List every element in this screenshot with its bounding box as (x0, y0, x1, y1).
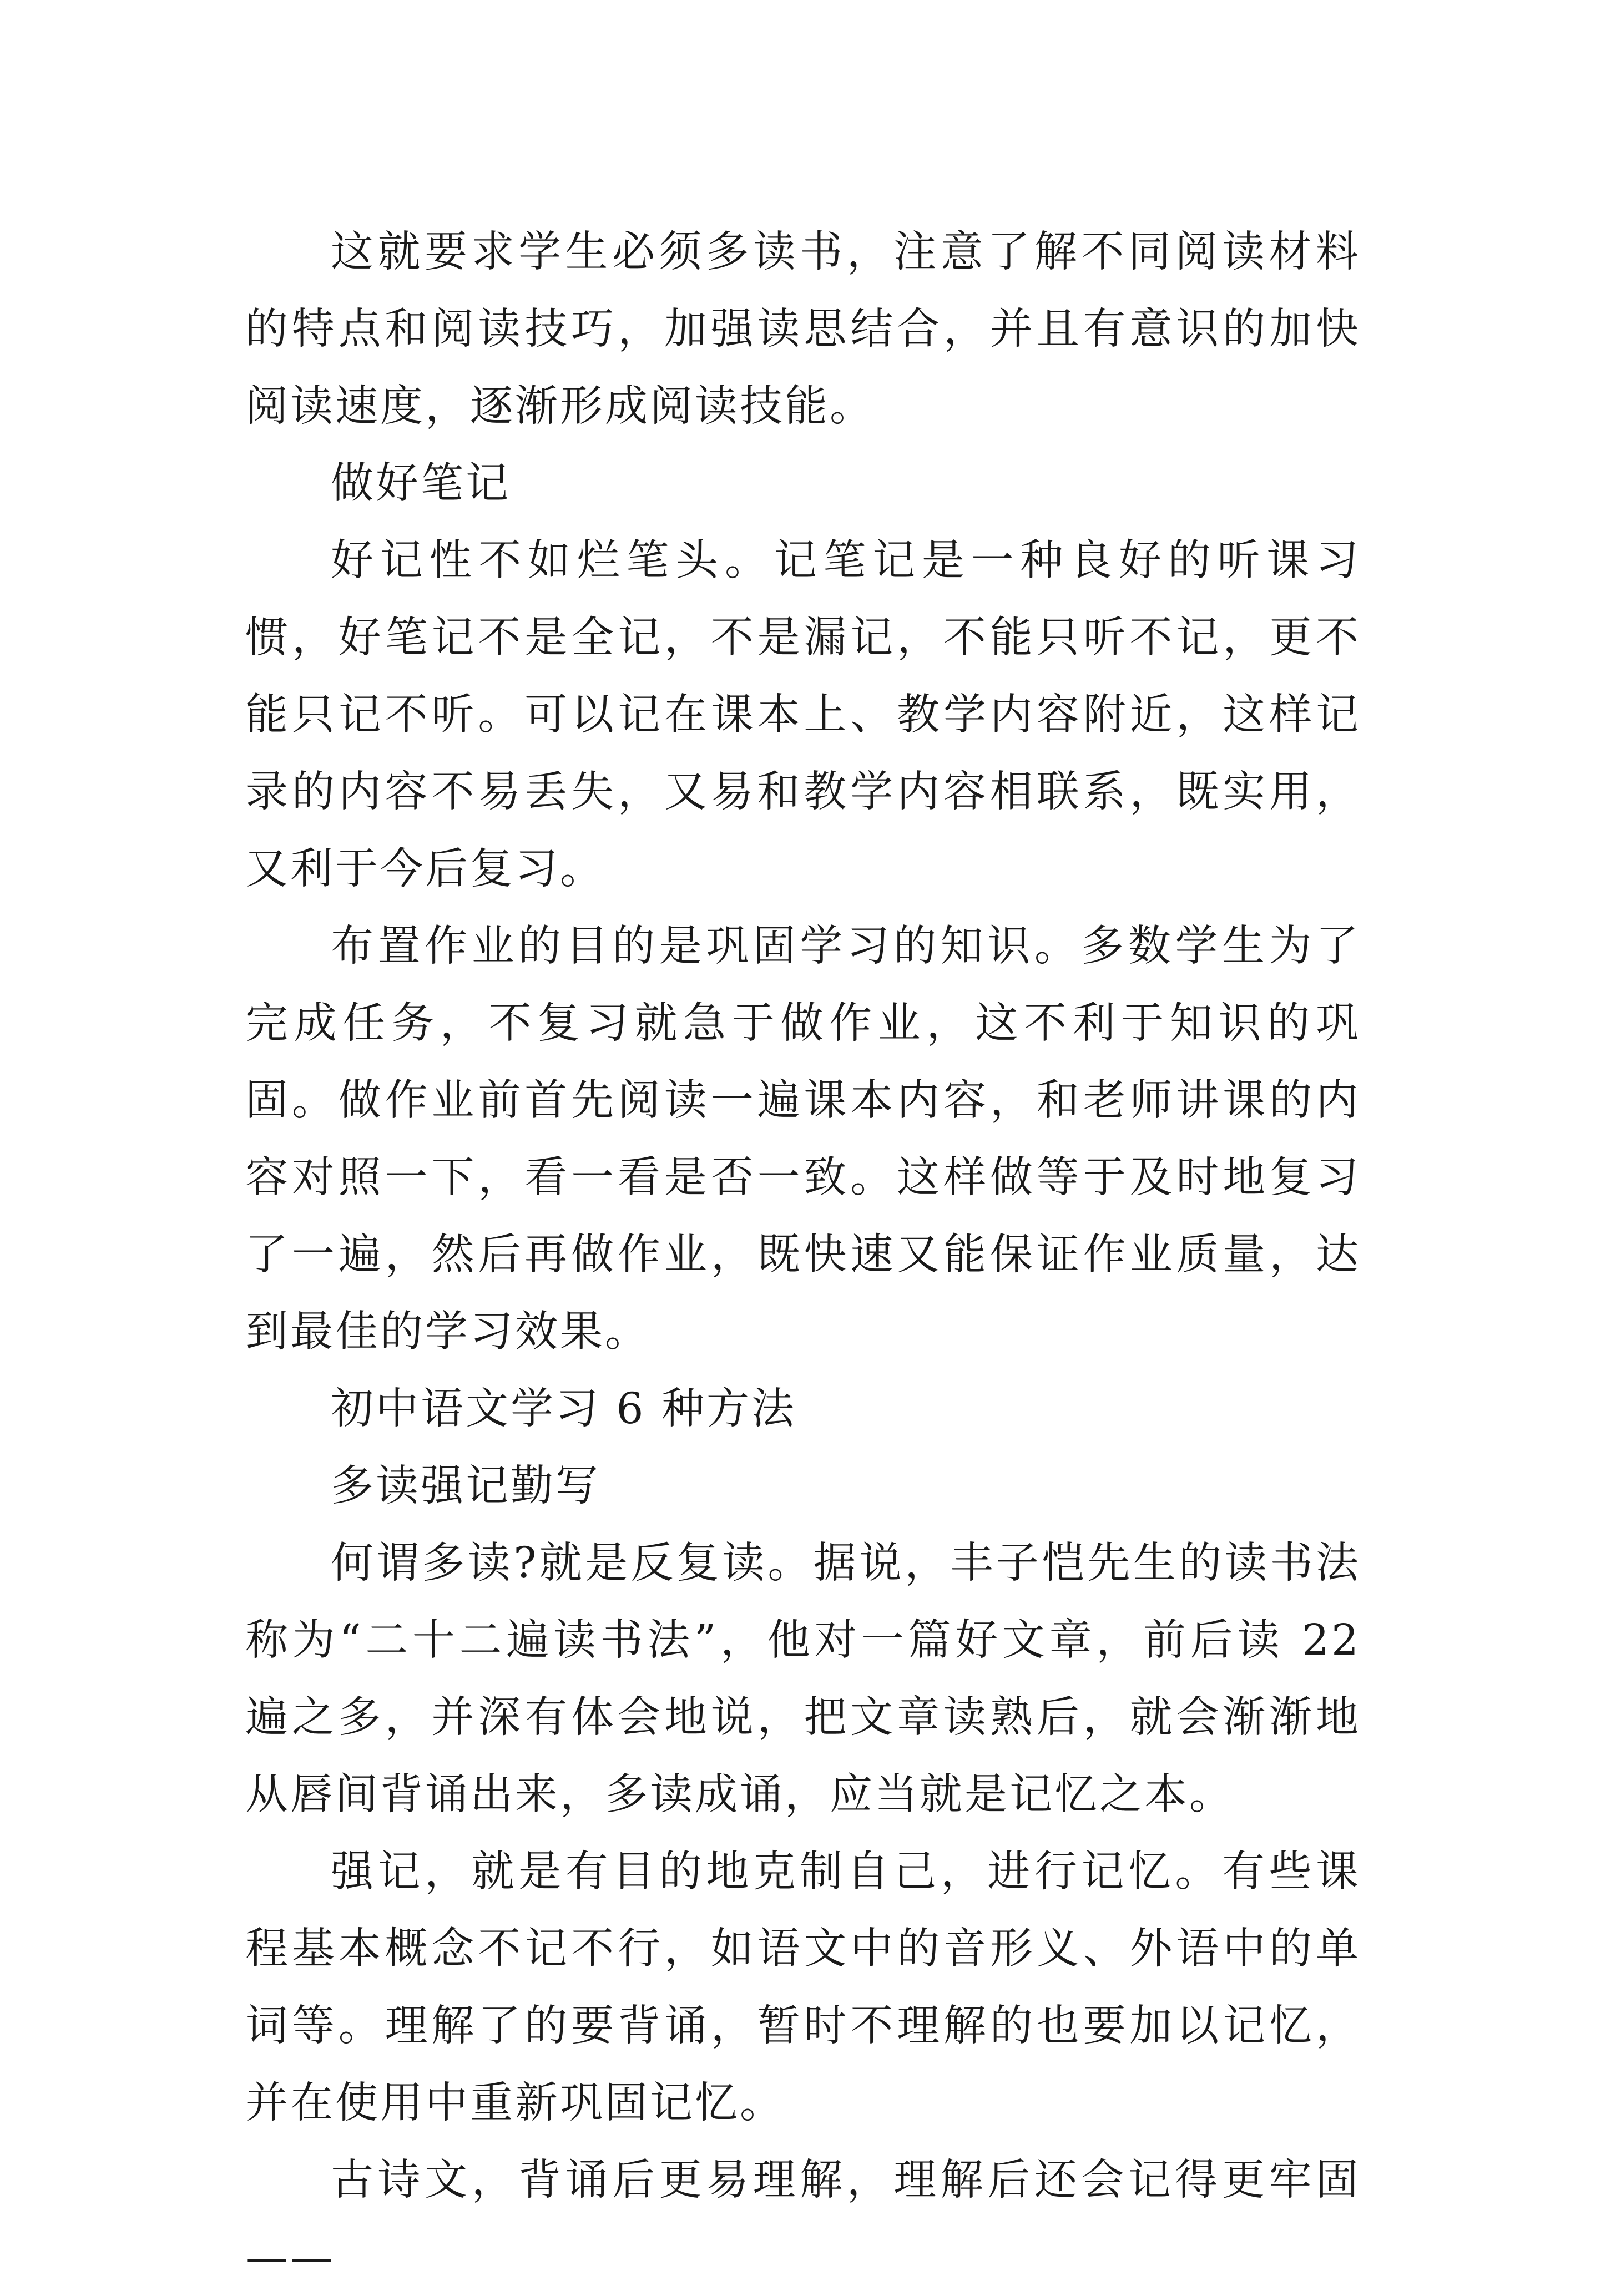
paragraph-ancient-poetry: 古诗文，背诵后更易理解，理解后还会记得更牢固—— (245, 2156, 1361, 2282)
paragraph-memorize: 强记，就是有目的地克制自己，进行记忆。有些课程基本概念不记不行，如语文中的音形义、外语中的单词等。理解了的要背诵，暂时不理解的也要加以记忆，并在使用中重新巩固记忆。 (245, 1847, 1361, 2128)
paragraph-read-more: 何谓多读?就是反复读。据说，丰子恺先生的读书法称为“二十二遍读书法”，他对一篇好文章，前后读 22 遍之多，并深有体会地说，把文章读熟后，就会渐渐地从唇间背诵出来，多读成诵，应当就是记忆之本。 (245, 1539, 1361, 1819)
heading-take-notes: 做好笔记 (331, 459, 511, 508)
document-body (245, 214, 1361, 2296)
heading-six-methods: 初中语文学习 6 种方法 (331, 1384, 796, 1434)
paragraph-reading-skills: 这就要求学生必须多读书，注意了解不同阅读材料的特点和阅读技巧，加强读思结合，并且有意识的加快阅读速度，逐渐形成阅读技能。 (245, 227, 1361, 431)
paragraph-homework: 布置作业的目的是巩固学习的知识。多数学生为了完成任务，不复习就急于做作业，这不利于知识的巩固。做作业前首先阅读一遍课本内容，和老师讲课的内容对照一下，看一看是否一致。这样做等于及时地复习了一遍，然后再做作业，既快速又能保证作业质量，达到最佳的学习效果。 (245, 922, 1361, 1357)
heading-read-memorize-write: 多读强记勤写 (331, 1461, 600, 1511)
paragraph-note-taking: 好记性不如烂笔头。记笔记是一种良好的听课习惯，好笔记不是全记，不是漏记，不能只听不记，更不能只记不听。可以记在课本上、教学内容附近，这样记录的内容不易丢失，又易和教学内容相联系，既实用，又利于今后复习。 (245, 536, 1361, 894)
